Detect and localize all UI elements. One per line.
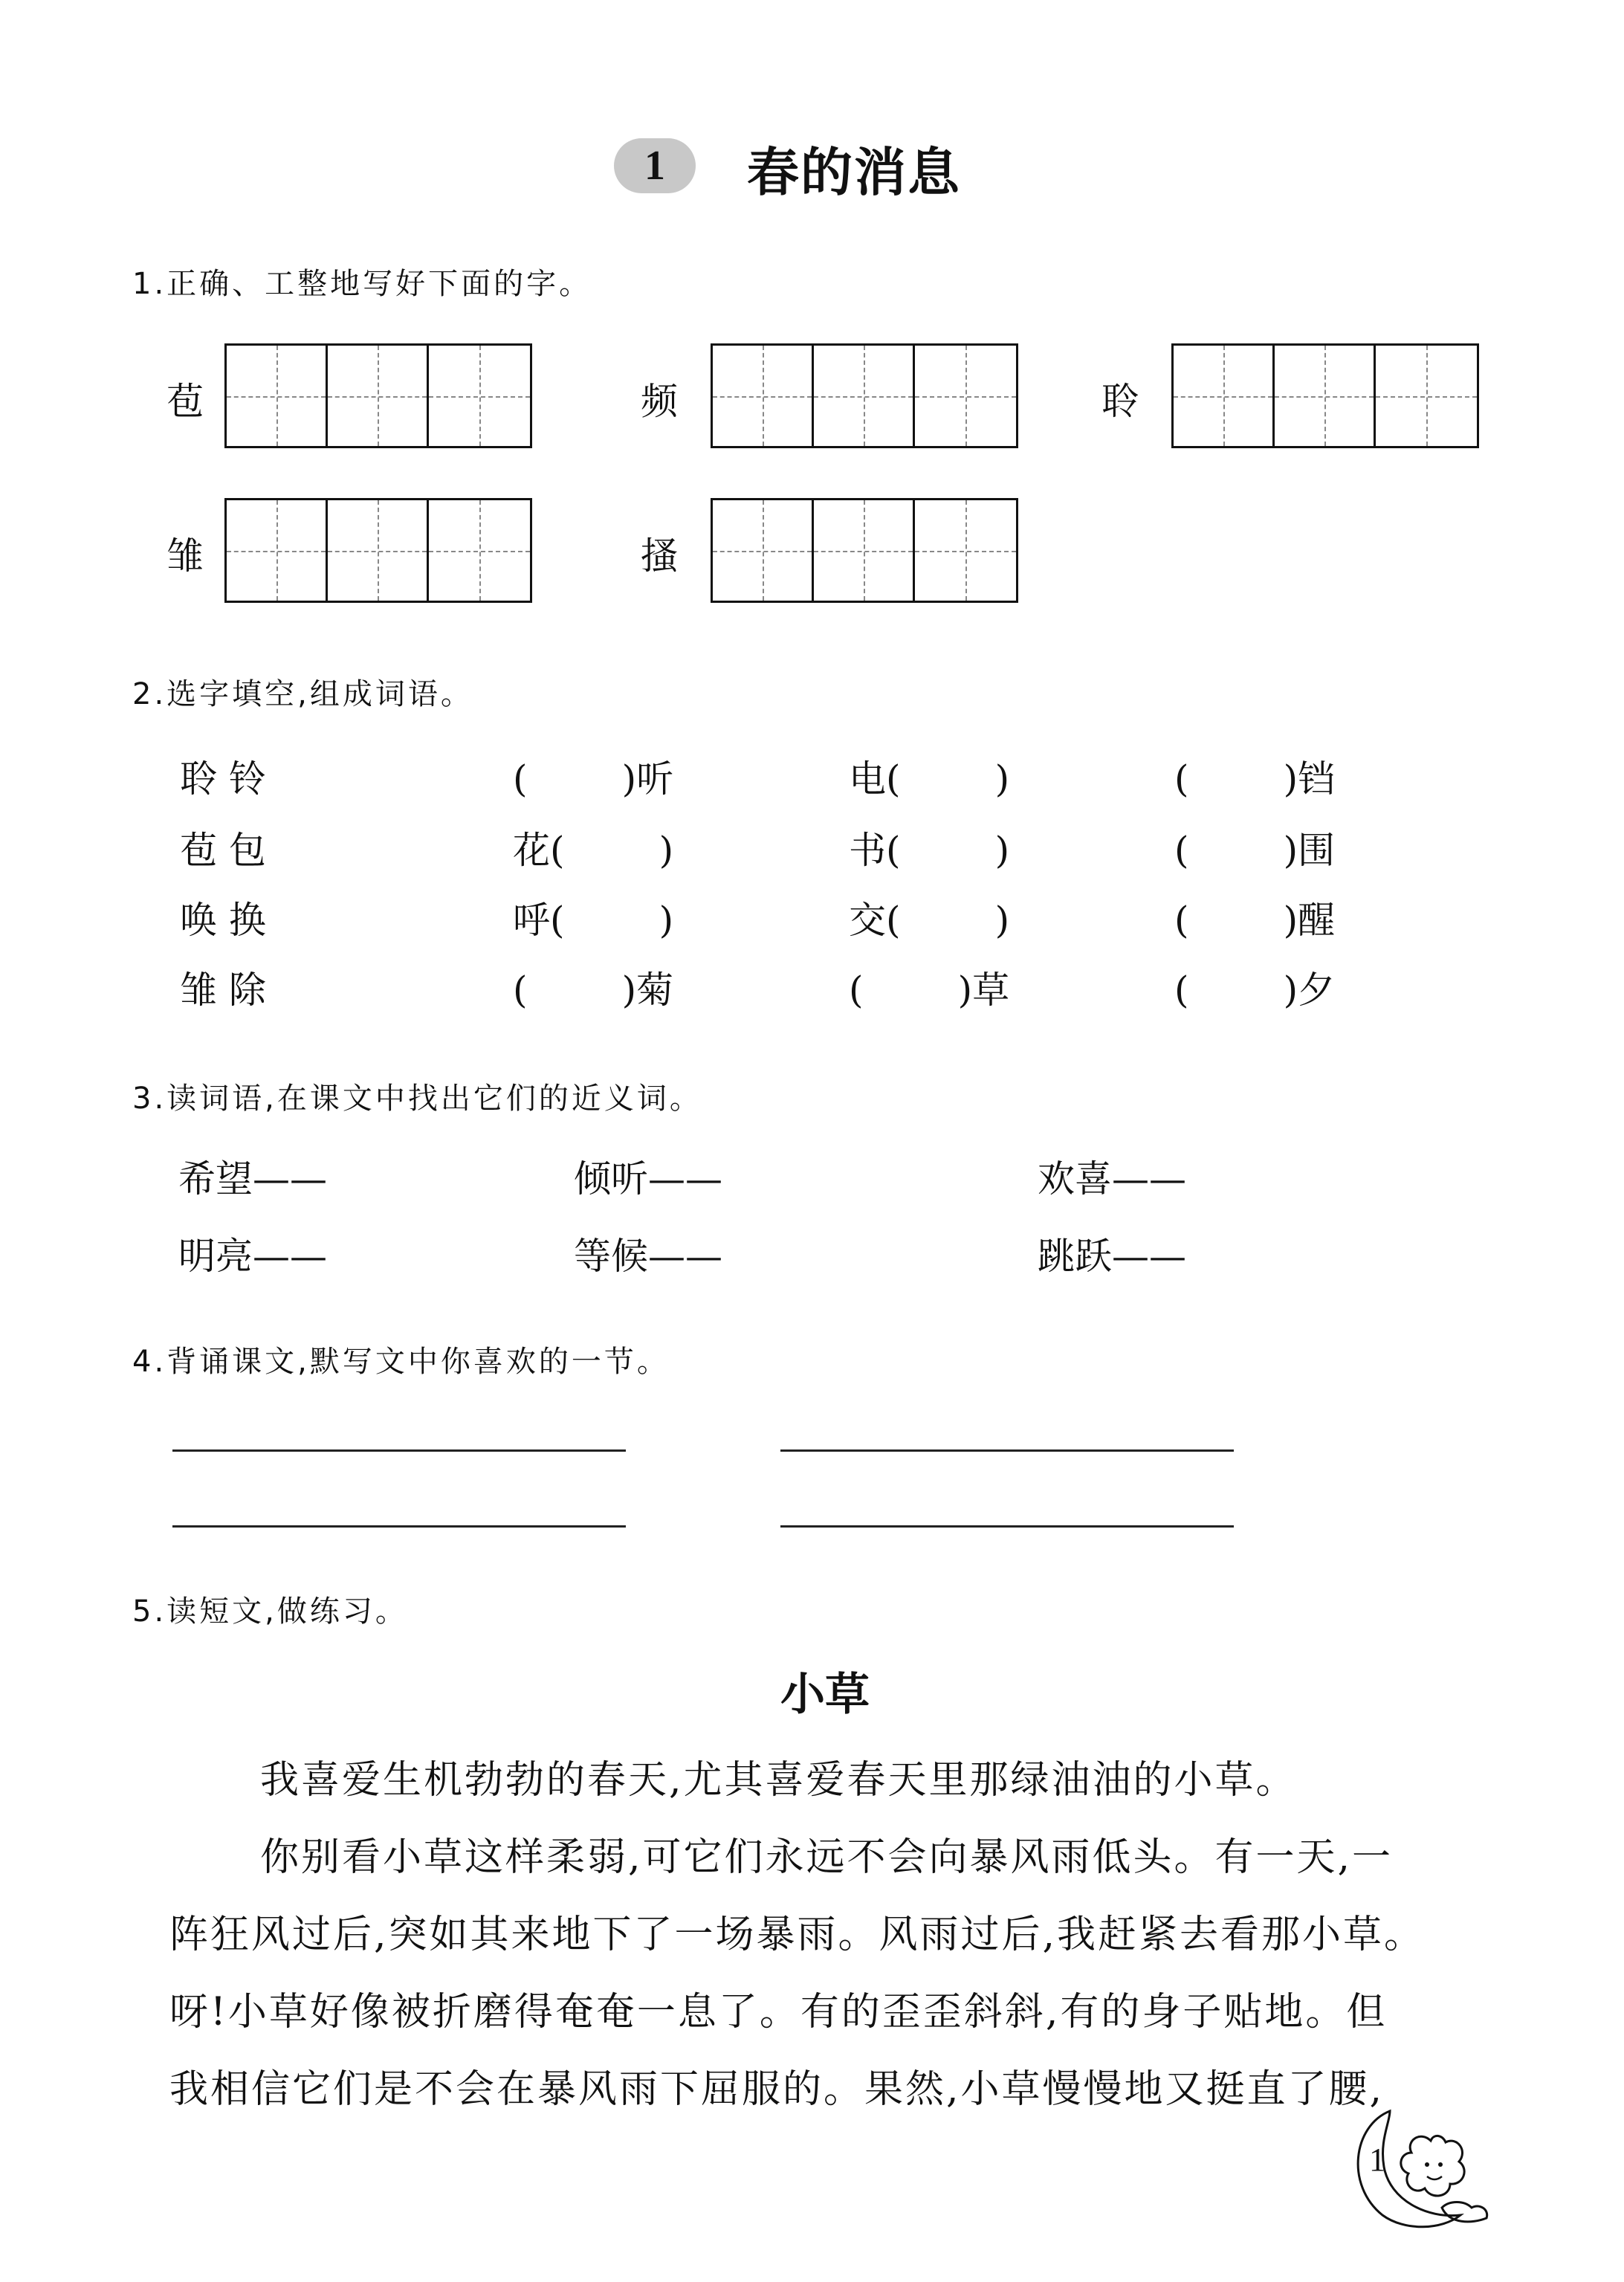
grid-cell[interactable] (915, 500, 1016, 601)
page-title: 春的消息 (747, 142, 961, 203)
fill-blank[interactable]: ( )铛 (1174, 757, 1336, 801)
char-pair: 苞 包 (180, 829, 266, 872)
writing-grid-2[interactable] (711, 343, 1018, 448)
grid-cell[interactable] (227, 346, 328, 446)
char-pair: 聆 铃 (180, 757, 266, 801)
grid-cell[interactable] (429, 500, 530, 601)
synonym-item[interactable]: 跳跃—— (1038, 1235, 1186, 1278)
question-5-prompt: 5.读短文,做练习。 (132, 1594, 408, 1629)
fill-blank[interactable]: ( )菊 (513, 969, 674, 1012)
question-1-prompt: 1.正确、工整地写好下面的字。 (132, 267, 592, 301)
passage-line: 呀!小草好像被折磨得奄奄一息了。有的歪歪斜斜,有的身子贴地。但 (169, 1990, 1388, 2034)
synonym-item[interactable]: 希望—— (178, 1157, 327, 1200)
question-2-prompt: 2.选字填空,组成词语。 (132, 677, 473, 711)
writing-line[interactable] (172, 1525, 626, 1528)
practice-char-4: 雏 (166, 534, 204, 578)
synonym-item[interactable]: 欢喜—— (1038, 1157, 1186, 1200)
passage-line: 我喜爱生机勃勃的春天,尤其喜爱春天里那绿油油的小草。 (260, 1758, 1297, 1803)
page-number: 1 (1369, 2142, 1385, 2178)
grid-cell[interactable] (227, 500, 328, 601)
lesson-number-badge (614, 138, 696, 193)
practice-char-2: 频 (641, 380, 678, 423)
fill-blank[interactable]: ( )草 (849, 969, 1010, 1012)
grid-cell[interactable] (713, 500, 814, 601)
fill-blank[interactable]: 交( ) (849, 899, 1010, 942)
grid-cell[interactable] (814, 346, 915, 446)
fill-blank[interactable]: ( )围 (1174, 829, 1336, 872)
grid-cell[interactable] (429, 346, 530, 446)
question-4-prompt: 4.背诵课文,默写文中你喜欢的一节。 (132, 1345, 670, 1379)
practice-char-5: 搔 (641, 534, 678, 578)
grid-cell[interactable] (1376, 346, 1477, 446)
grid-cell[interactable] (1275, 346, 1376, 446)
lesson-number: 1 (644, 143, 665, 189)
grid-cell[interactable] (328, 346, 429, 446)
writing-grid-3[interactable] (1171, 343, 1479, 448)
writing-line[interactable] (780, 1525, 1234, 1528)
char-pair: 雏 除 (180, 969, 266, 1012)
fill-blank[interactable]: 花( ) (513, 829, 674, 872)
fill-blank[interactable]: ( )醒 (1174, 899, 1336, 942)
question-3-prompt: 3.读词语,在课文中找出它们的近义词。 (132, 1082, 702, 1116)
grid-cell[interactable] (328, 500, 429, 601)
synonym-item[interactable]: 等候—— (574, 1235, 722, 1278)
practice-char-1: 苞 (166, 380, 204, 423)
passage-line: 我相信它们是不会在暴风雨下屈服的。果然,小草慢慢地又挺直了腰, (169, 2067, 1385, 2112)
writing-line[interactable] (172, 1449, 626, 1452)
passage-title: 小草 (780, 1669, 870, 1721)
fill-blank[interactable]: 呼( ) (513, 899, 674, 942)
fill-blank[interactable]: 电( ) (849, 757, 1010, 801)
moon-cloud-ornament-icon (1338, 2096, 1501, 2237)
passage-line: 你别看小草这样柔弱,可它们永远不会向暴风雨低头。有一天,一 (260, 1835, 1394, 1880)
passage-line: 阵狂风过后,突如其来地下了一场暴雨。风雨过后,我赶紧去看那小草。 (169, 1913, 1426, 1957)
fill-blank[interactable]: 书( ) (849, 829, 1010, 872)
writing-grid-5[interactable] (711, 498, 1018, 603)
fill-blank[interactable]: ( )听 (513, 757, 674, 801)
char-pair: 唤 换 (180, 899, 266, 942)
fill-blank[interactable]: ( )夕 (1174, 969, 1336, 1012)
writing-grid-1[interactable] (224, 343, 532, 448)
grid-cell[interactable] (713, 346, 814, 446)
synonym-item[interactable]: 明亮—— (178, 1235, 327, 1278)
grid-cell[interactable] (814, 500, 915, 601)
synonym-item[interactable]: 倾听—— (574, 1157, 722, 1200)
writing-line[interactable] (780, 1449, 1234, 1452)
writing-grid-4[interactable] (224, 498, 532, 603)
practice-char-3: 聆 (1101, 380, 1139, 423)
grid-cell[interactable] (915, 346, 1016, 446)
grid-cell[interactable] (1174, 346, 1275, 446)
